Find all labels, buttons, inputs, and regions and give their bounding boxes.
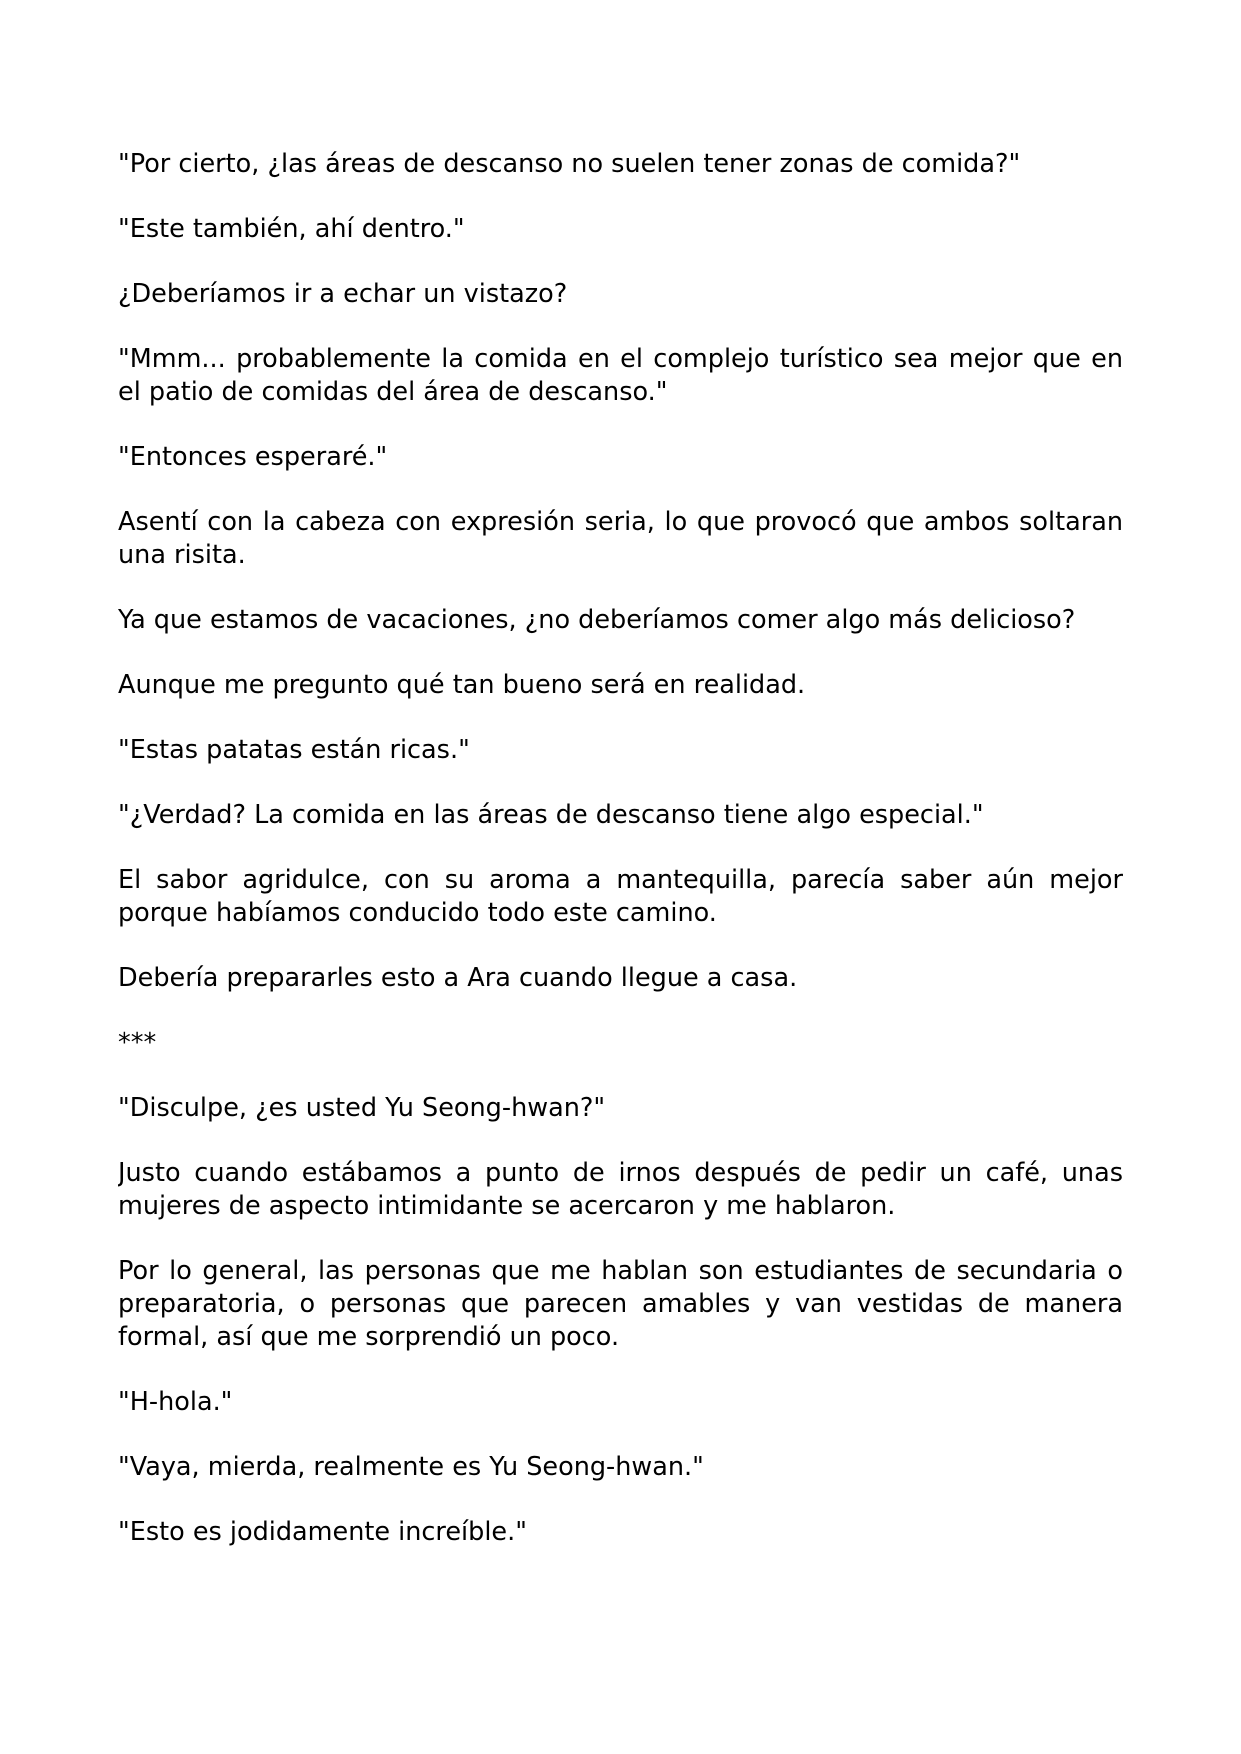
paragraph-15: Justo cuando estábamos a punto de irnos después de pedir un café, unas mujeres de aspecto intimidante se acercaron y me hablaron. — [118, 1158, 1123, 1221]
paragraph-6: Asentí con la cabeza con expresión seria, lo que provocó que ambos soltaran una risita. — [118, 507, 1123, 570]
paragraph-10: "¿Verdad? La comida en las áreas de descanso tiene algo especial." — [118, 800, 984, 830]
paragraph-3: ¿Deberíamos ir a echar un vistazo? — [118, 279, 568, 309]
paragraph-14: "Disculpe, ¿es usted Yu Seong-hwan?" — [118, 1093, 606, 1123]
paragraph-11: El sabor agridulce, con su aroma a mantequilla, parecía saber aún mejor porque habíamos conducido todo este camino. — [118, 865, 1123, 928]
paragraph-16: Por lo general, las personas que me hablan son estudiantes de secundaria o preparatoria, o personas que parecen amables y van vestidas de manera formal, así que me sorprendió un poco. — [118, 1256, 1123, 1352]
paragraph-5: "Entonces esperaré." — [118, 442, 388, 472]
paragraph-19: "Esto es jodidamente increíble." — [118, 1517, 527, 1547]
paragraph-1: "Por cierto, ¿las áreas de descanso no suelen tener zonas de comida?" — [118, 149, 1021, 179]
paragraph-2: "Este también, ahí dentro." — [118, 214, 465, 244]
paragraph-7: Ya que estamos de vacaciones, ¿no deberíamos comer algo más delicioso? — [118, 605, 1076, 635]
paragraph-12: Debería prepararles esto a Ara cuando llegue a casa. — [118, 963, 798, 993]
paragraph-8: Aunque me pregunto qué tan bueno será en realidad. — [118, 670, 806, 700]
paragraph-18: "Vaya, mierda, realmente es Yu Seong-hwan." — [118, 1452, 704, 1482]
scene-break: *** — [118, 1028, 157, 1058]
paragraph-4: "Mmm... probablemente la comida en el complejo turístico sea mejor que en el patio de comidas del área de descanso." — [118, 344, 1123, 407]
paragraph-9: "Estas patatas están ricas." — [118, 735, 470, 765]
document-page — [118, 148, 1123, 1648]
paragraph-17: "H-hola." — [118, 1387, 233, 1417]
